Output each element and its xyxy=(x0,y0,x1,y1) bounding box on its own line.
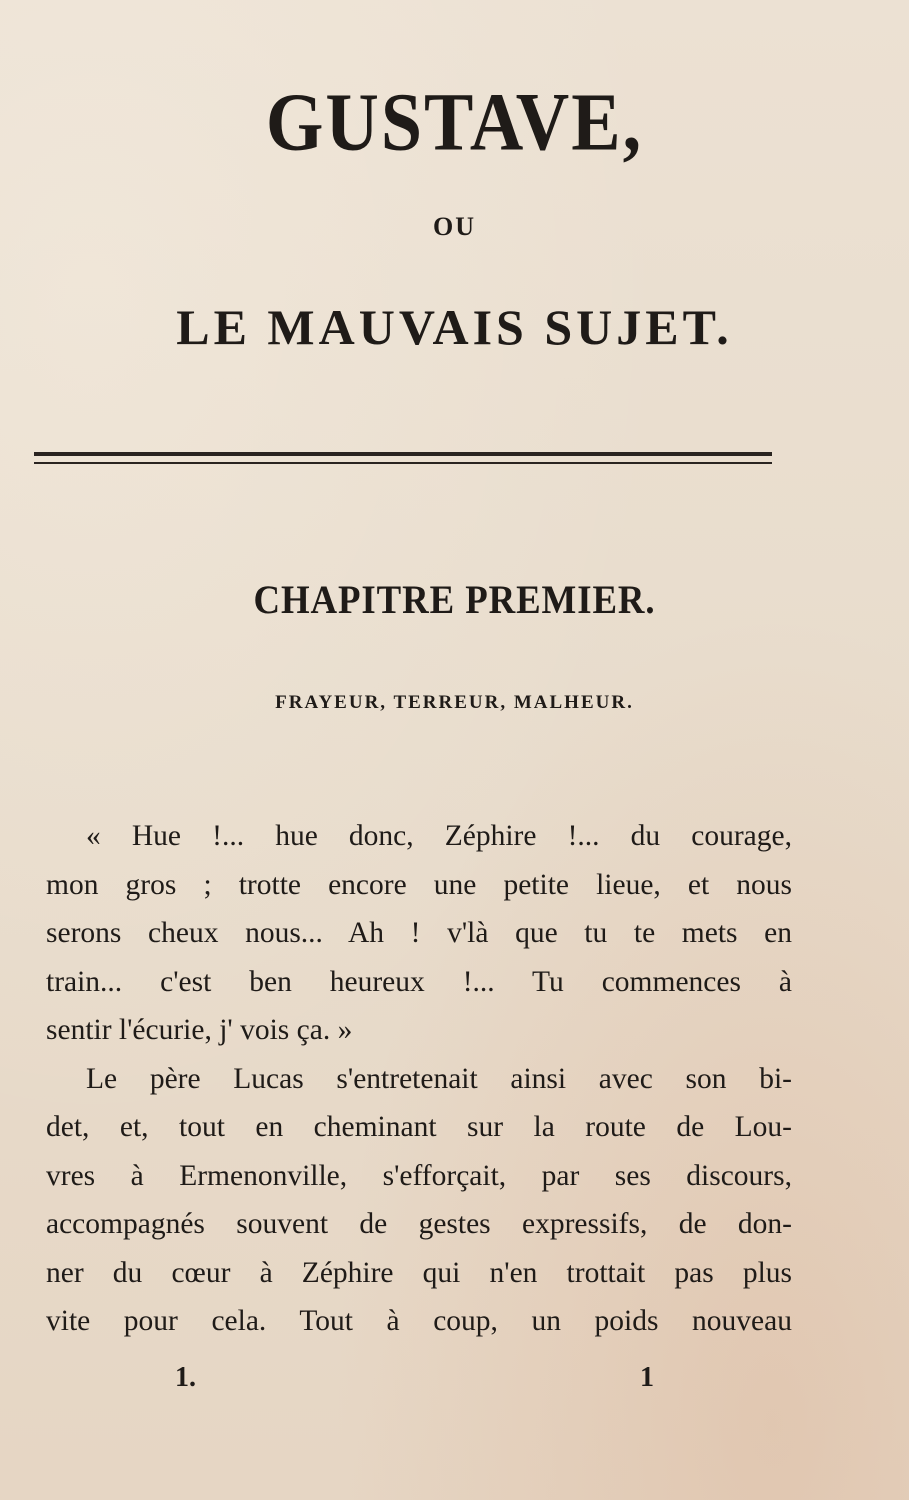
chapter-heading: CHAPITRE PREMIER. xyxy=(253,577,656,622)
chapter-summary: FRAYEUR, TERREUR, MALHEUR. xyxy=(275,692,634,713)
text-line: ner du cœur à Zéphire qui n'en trottait pas plus xyxy=(46,1256,792,1289)
text-line: accompagnés souvent de gestes expressifs, de don- xyxy=(46,1208,792,1240)
text-line: vite pour cela. Tout à coup, un poids nouveau xyxy=(46,1305,792,1337)
page-number: 1 xyxy=(640,1362,654,1393)
title-conjunction: OU xyxy=(433,212,476,241)
divider-thick xyxy=(34,452,772,456)
text-line: mon gros ; trotte encore une petite lieue, et nous xyxy=(46,868,792,901)
text-line: « Hue !... hue donc, Zéphire !... du courage, xyxy=(86,820,792,852)
text-line: sentir l'écurie, j' vois ça. » xyxy=(46,1014,353,1046)
text-line: train... c'est ben heureux !... Tu commences à xyxy=(46,965,792,998)
book-title: GUSTAVE, xyxy=(265,76,644,169)
text-line: serons cheux nous... Ah ! v'là que tu te mets en xyxy=(46,917,792,949)
text-line: Le père Lucas s'entretenait ainsi avec son bi- xyxy=(86,1062,792,1095)
divider-thin xyxy=(34,462,772,464)
signature-mark: 1. xyxy=(175,1362,196,1393)
text-line: vres à Ermenonville, s'efforçait, par ses discours, xyxy=(46,1159,792,1192)
book-subtitle: LE MAUVAIS SUJET. xyxy=(176,299,733,355)
text-line: det, et, tout en cheminant sur la route de Lou- xyxy=(46,1111,792,1143)
body-text xyxy=(46,812,792,1346)
